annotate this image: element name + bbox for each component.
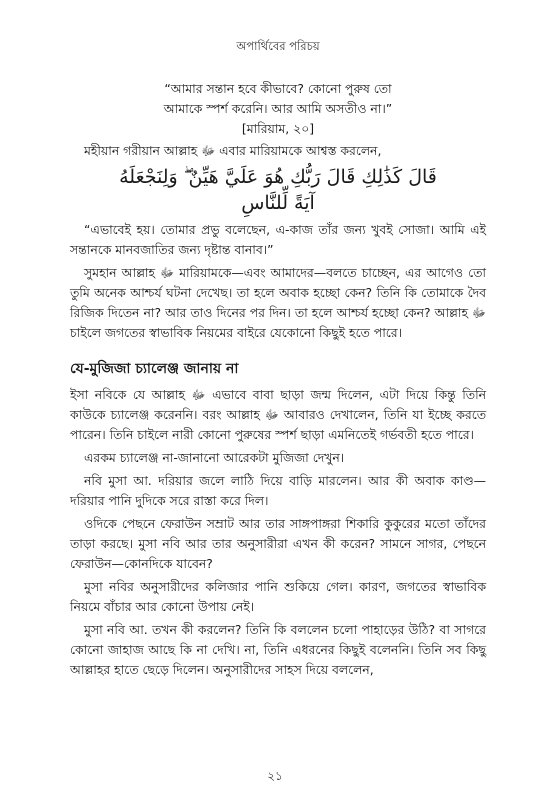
paragraph: ইসা নবিকে যে আল্লাহ ﷻ এভাবে বাবা ছাড়া জন্ম দিলেন, এটা দিয়ে কিন্তু তিনি কাউকে চ্যালেঞ্জ করেননি। বরং আল্লাহ ﷻ আবারও দেখালেন, তিনি যা ইচ্ছে করতে পারেন। তিনি চাইলে নারী কোনো পুরুষের স্পর্শ ছাড়া এমনিতেই গর্ভবতী হতে পারে। [70, 387, 487, 442]
arabic-verse [70, 164, 486, 216]
paragraph: মুসা নবি আ. তখন কী করলেন? তিনি কি বললেন চলো পাহাড়ের উঠি? বা সাগরে কোনো জাহাজ আছে কি না দেখি। না, তিনি এধরনের কিছুই বলেননি। তিনি সব কিছু আল্লাহর হাতে ছেড়ে দিলেন। অনুসারীদের সাহস দিয়ে বললেন, [70, 622, 486, 677]
paragraph: নবি মুসা আ. দরিয়ার জলে লাঠি দিয়ে বাড়ি মারলেন। আর কী অবাক কাণ্ড—দরিয়ার পানি দুদিকে সরে রাস্তা করে দিল। [70, 473, 486, 508]
paragraph: ওদিকে পেছনে ফেরাউন সম্রাট আর তার সাঙ্গপাঙ্গরা শিকারি কুকুরের মতো তাঁদের তাড়া করছে। মুসা নবি আর তার অনুসারীরা এখন কী করেন? সামনে সাগর, পেছনে ফেরাউন—কোনদিকে যাবেন? [70, 516, 486, 571]
running-head: অপার্থিবের পরিচয় [236, 39, 320, 53]
paragraph: এরকম চ্যালেঞ্জ না-জানানো আরেকটা মুজিজা দেখুন। [84, 450, 345, 465]
arabic-line: آيَةً لِّلنَّاسِ [241, 192, 315, 214]
page-number: ২১ [267, 769, 283, 783]
quran-translation-quote [70, 79, 486, 119]
paragraph: মহীয়ান গরীয়ান আল্লাহ ﷻ এবার মারিয়ামকে আশ্বস্ত করলেন, [84, 143, 382, 158]
paragraph: “এভাবেই হয়। তোমার প্রভু বলেছেন, এ-কাজ তাঁর জন্য খুবই সোজা। আমি এই সন্তানকে মানবজাতির জন্য দৃষ্টান্ত বানাব।” [70, 222, 486, 257]
section-heading: যে-মুজিজা চ্যালেঞ্জ জানায় না [70, 361, 239, 377]
quote-line: আমাকে স্পর্শ করেনি। আর আমি অসতীও না।” [163, 101, 393, 116]
paragraph: সুমহান আল্লাহ ﷻ মারিয়ামকে—এবং আমাদের—বলতে চাচ্ছেন, এর আগেও তো তুমি অনেক আশ্চর্য ঘটনা দেখেছ। তা হলে অবাক হচ্ছো কেন? তিনি কি তোমাকে দৈব রিজিক দিতেন না? আর তাও দিনের পর দিন। তা হলে আশ্চর্য হচ্ছো কেন? আল্লাহ ﷻ চাইলে জগতের স্বাভাবিক নিয়মের বাইরে যেকোনো কিছুই হতে পারে। [70, 265, 486, 340]
arabic-line: قَالَ كَذَٰلِكِ قَالَ رَبُّكِ هُوَ عَلَيَّ هَيِّنٌ ۖ وَلِنَجْعَلَهُ [119, 166, 437, 188]
paragraph: মুসা নবির অনুসারীদের কলিজার পানি শুকিয়ে গেল। কারণ, জগতের স্বাভাবিক নিয়মে বাঁচার আর কোনো উপায় নেই। [70, 579, 486, 614]
quote-reference: [মারিয়াম, ২০] [241, 121, 315, 136]
quote-line: “আমার সন্তান হবে কীভাবে? কোনো পুরুষ তো [164, 81, 392, 96]
